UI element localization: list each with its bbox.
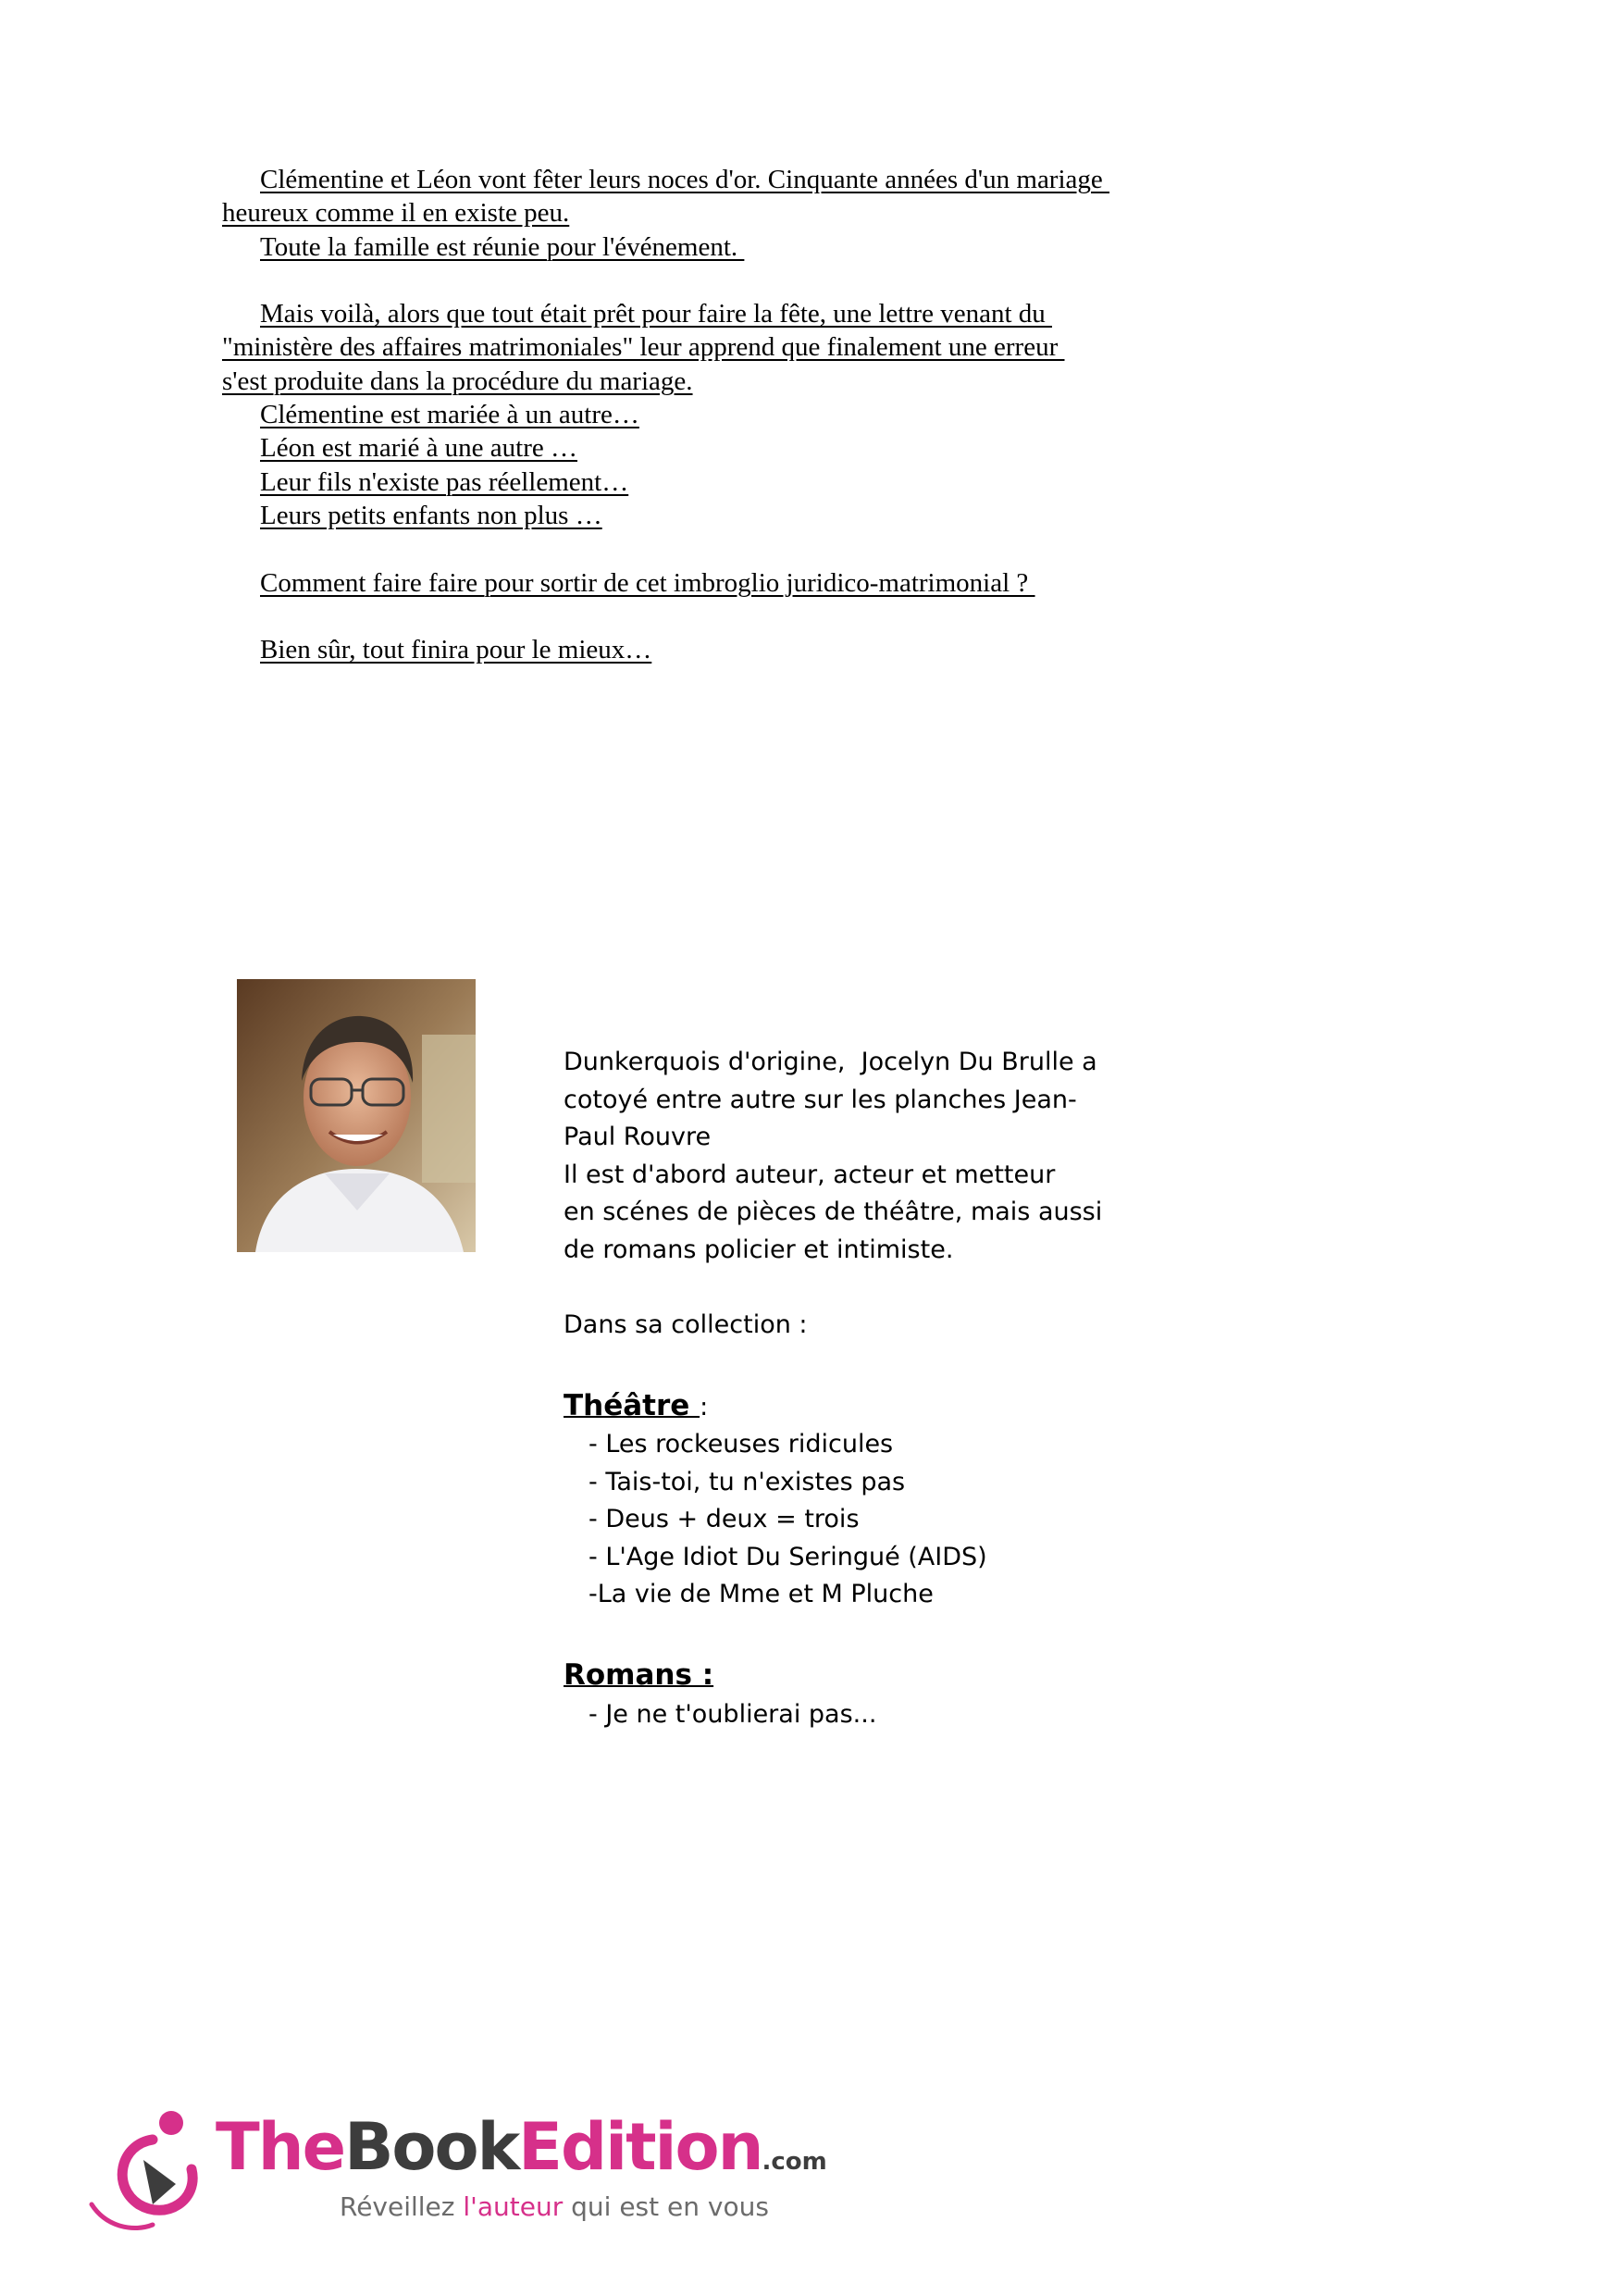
synopsis: [222, 163, 1240, 666]
synopsis-line: Mais voilà, alors que tout était prêt pour faire la fête, une lettre venant du: [260, 299, 1052, 329]
bio-line: Dunkerquois d'origine, Jocelyn Du Brulle a: [564, 1048, 1097, 1076]
theatre-heading-colon: :: [700, 1392, 709, 1421]
synopsis-line: Toute la famille est réunie pour l'événement.: [260, 231, 745, 262]
theatre-heading: Théâtre: [564, 1388, 700, 1422]
bio-line: de romans policier et intimiste.: [564, 1235, 954, 1264]
synopsis-line: s'est produite dans la procédure du mariage.: [222, 366, 693, 396]
bio-line: cotoyé entre autre sur les planches Jean-: [564, 1085, 1077, 1114]
theatre-item: - Tais-toi, tu n'existes pas: [588, 1467, 906, 1496]
theatre-item: - Les rockeuses ridicules: [588, 1430, 894, 1458]
synopsis-line: Clémentine et Léon vont fêter leurs noces d'or. Cinquante années d'un mariage: [260, 165, 1110, 194]
synopsis-line: Comment faire faire pour sortir de cet imbroglio juridico-matrimonial ?: [260, 567, 1035, 598]
logo-the: The: [216, 2109, 345, 2185]
synopsis-line: Clémentine est mariée à un autre…: [260, 400, 639, 430]
bio-line: Paul Rouvre: [564, 1123, 712, 1151]
synopsis-line: Leur fils n'existe pas réellement…: [260, 466, 629, 497]
theatre-item: -La vie de Mme et M Pluche: [588, 1580, 934, 1608]
synopsis-line: Leurs petits enfants non plus …: [260, 500, 602, 530]
collection-label: Dans sa collection :: [564, 1309, 808, 1339]
synopsis-line: "ministère des affaires matrimoniales" leur apprend que finalement une erreur: [222, 332, 1065, 363]
tagline-post: qui est en vous: [563, 2191, 769, 2222]
synopsis-line: Léon est marié à une autre …: [260, 433, 578, 464]
logo-tagline: [340, 2191, 769, 2222]
tagline-pre: Réveillez: [340, 2191, 464, 2222]
logo-wordmark: [216, 2110, 827, 2199]
theatre-item: - Deus + deux = trois: [588, 1505, 860, 1533]
author-bio: [564, 1044, 1137, 1733]
romans-heading-line: [564, 1657, 1137, 1696]
author-portrait-icon: [237, 979, 476, 1252]
thebookedition-logo: [88, 2103, 847, 2251]
synopsis-line: Bien sûr, tout finira pour le mieux…: [260, 635, 652, 665]
logo-com: .com: [762, 2148, 827, 2176]
romans-item: - Je ne t'oublierai pas...: [588, 1699, 877, 1729]
logo-book: Book: [344, 2109, 519, 2185]
theatre-heading-line: [564, 1387, 1137, 1427]
synopsis-line: heureux comme il en existe peu.: [222, 198, 570, 229]
reader-swirl-icon: [88, 2103, 208, 2251]
theatre-item: - L'Age Idiot Du Seringué (AIDS): [588, 1542, 987, 1571]
bio-line: en scénes de pièces de théâtre, mais aussi: [564, 1198, 1103, 1226]
author-photo: [237, 979, 476, 1252]
bio-line: Il est d'abord auteur, acteur et metteur: [564, 1160, 1056, 1189]
tagline-accent: l'auteur: [463, 2191, 564, 2222]
romans-heading: Romans :: [564, 1658, 714, 1692]
logo-edition: Edition: [518, 2109, 762, 2185]
